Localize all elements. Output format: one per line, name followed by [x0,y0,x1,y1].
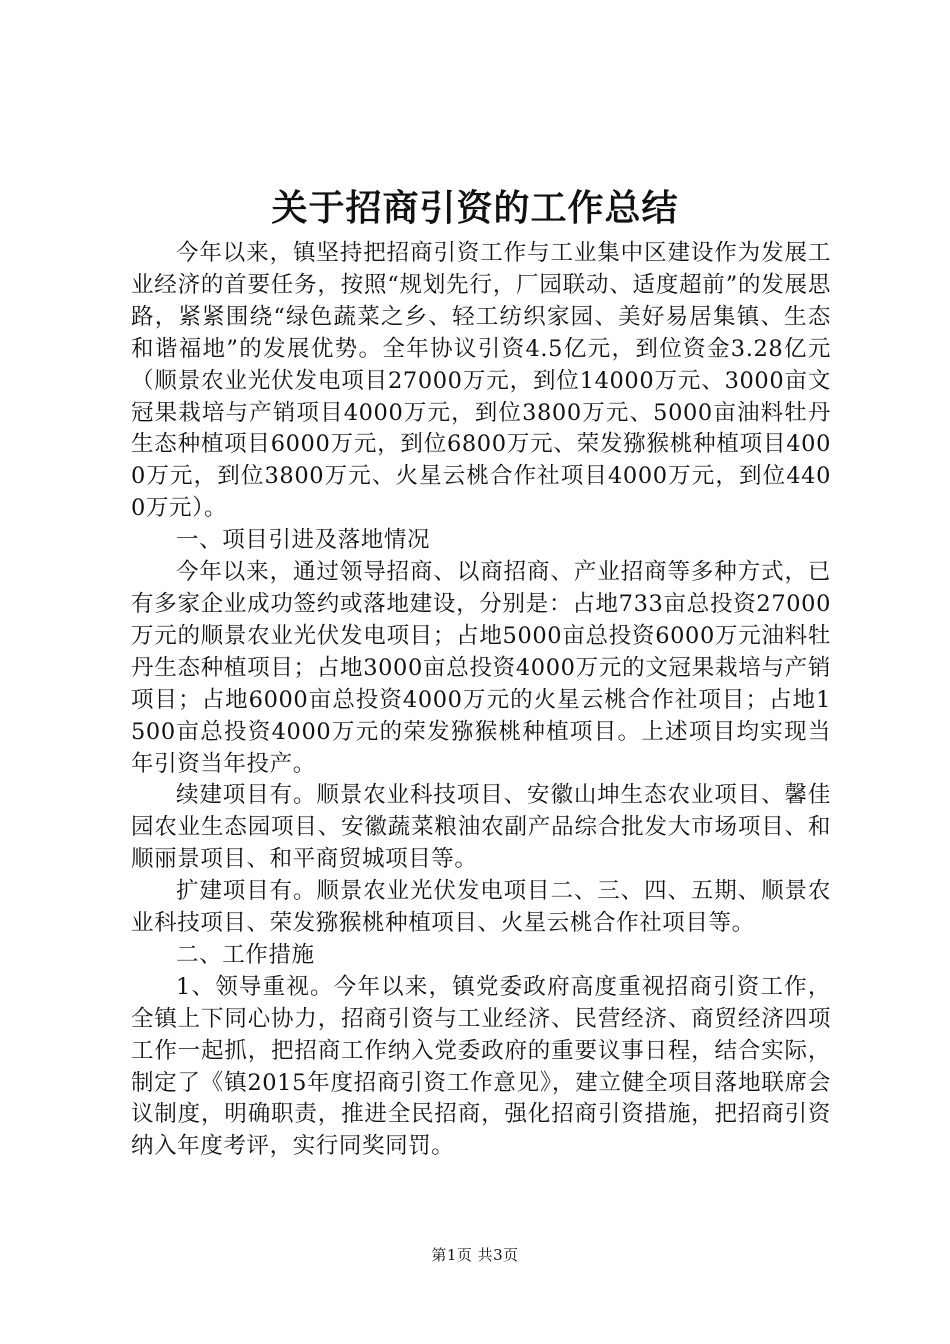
paragraph-expansion-projects: 扩建项目有。顺景农业光伏发电项目二、三、四、五期、顺景农业科技项目、荣发猕猴桃种植项目、火星云桃合作社项目等。 [131,878,831,937]
paragraph-leadership: 1、领导重视。今年以来，镇党委政府高度重视招商引资工作，全镇上下同心协力，招商引资与工业经济、民营经济、商贸经济四项工作一起抓，把招商工作纳入党委政府的重要议事日程，结合实际，制定了《镇2015年度招商引资工作意见》，建立健全项目落地联席会议制度，明确职责，推进全民招商，强化招商引资措施，把招商引资纳入年度考评，实行同奖同罚。 [131,973,831,1160]
section-heading-projects: 一、项目引进及落地情况 [176,527,431,554]
paragraph-intro: 今年以来，镇坚持把招商引资工作与工业集中区建设作为发展工业经济的首要任务，按照“规划先行，厂园联动、适度超前”的发展思路，紧紧围绕“绿色蔬菜之乡、轻工纺织家园、美好易居集镇、生态和谐福地”的发展优势。全年协议引资4.5亿元，到位资金3.28亿元（顺景农业光伏发电项目27000万元，到位14000万元、3000亩文冠果栽培与产销项目4000万元，到位3800万元、5000亩油料牡丹生态种植项目6000万元，到位6800万元、荣发猕猴桃种植项目4000万元，到位3800万元、火星云桃合作社项目4000万元，到位4400万元）。 [131,240,831,522]
paragraph-continued-projects: 续建项目有。顺景农业科技项目、安徽山坤生态农业项目、馨佳园农业生态园项目、安徽蔬菜粮油农副产品综合批发大市场项目、和顺丽景项目、和平商贸城项目等。 [131,782,831,873]
document-title: 关于招商引资的工作总结 [271,188,679,229]
paragraph-projects: 今年以来，通过领导招商、以商招商、产业招商等多种方式，已有多家企业成功签约或落地建设，分别是：占地733亩总投资27000万元的顺景农业光伏发电项目；占地5000亩总投资6000万元油料牡丹生态种植项目；占地3000亩总投资4000万元的文冠果栽培与产销项目；占地6000亩总投资4000万元的火星云桃合作社项目；占地1500亩总投资4000万元的荣发猕猴桃种植项目。上述项目均实现当年引资当年投产。 [131,559,831,777]
page-number-footer: 第1页 共3页 [431,1246,519,1264]
section-heading-measures: 二、工作措施 [176,941,315,968]
document-body [131,238,831,1163]
